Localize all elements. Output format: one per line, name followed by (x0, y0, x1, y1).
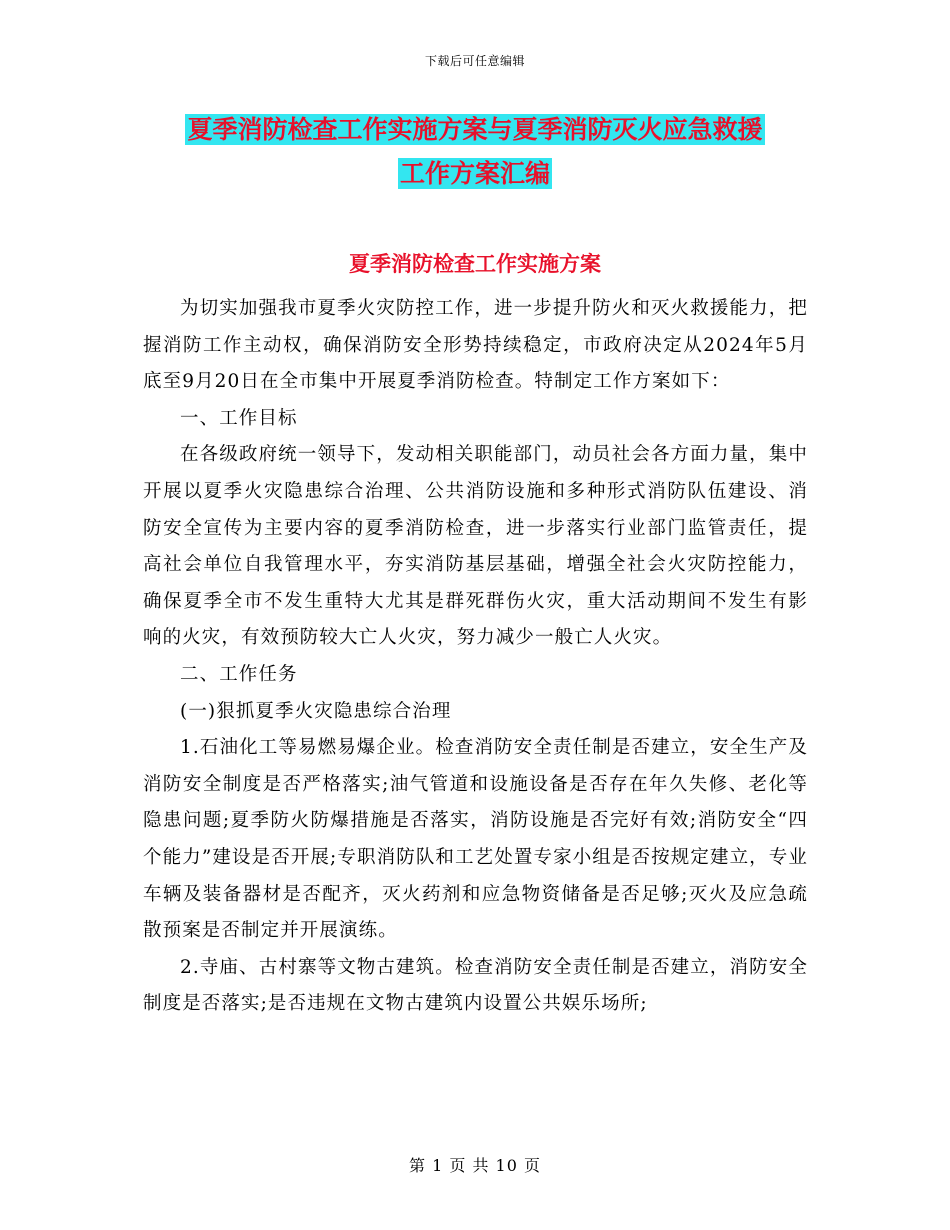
document-title (0, 112, 950, 148)
document-title-line-1: 夏季消防检查工作实施方案与夏季消防灭火应急救援 (187, 115, 763, 144)
document-body (143, 291, 808, 1023)
document-title-line-2: 工作方案汇编 (399, 159, 550, 188)
page-number: 第 1 页 共 10 页 (409, 1156, 541, 1175)
paragraph-ancient-buildings: 2.寺庙、古村寨等文物古建筑。检查消防安全责任制是否建立，消防安全制度是否落实;是否违规在文物古建筑内设置公共娱乐场所; (143, 956, 808, 1015)
paragraph-petrochemical: 1.石油化工等易燃易爆企业。检查消防安全责任制是否建立，安全生产及消防安全制度是否严格落实;油气管道和设施设备是否存在年久失修、老化等隐患问题;夏季防火防爆措施是否落实，消防设施是否完好有效;消防安全“四个能力”建设是否开展;专职消防队和工艺处置专家小组是否按规定建立，专业车辆及装备器材是否配齐，灭火药剂和应急物资储备是否足够;灭火及应急疏散预案是否制定并开展演练。 (143, 737, 808, 942)
paragraph-intro: 为切实加强我市夏季火灾防控工作，进一步提升防火和灭火救援能力，把握消防工作主动权，确保消防安全形势持续稳定，市政府决定从2024年5月底至9月20日在全市集中开展夏季消防检查。特制定工作方案如下： (143, 298, 808, 393)
paragraph-work-goal: 在各级政府统一领导下，发动相关职能部门，动员社会各方面力量，集中开展以夏季火灾隐患综合治理、公共消防设施和多种形式消防队伍建设、消防安全宣传为主要内容的夏季消防检查，进一步落实行业部门监管责任，提高社会单位自我管理水平，夯实消防基层基础，增强全社会火灾防控能力，确保夏季全市不发生重特大尤其是群死群伤火灾，重大活动期间不发生有影响的火灾，有效预防较大亡人火灾，努力减少一般亡人火灾。 (143, 444, 808, 649)
document-title-continued (0, 156, 950, 192)
heading-work-goal: 一、工作目标 (180, 407, 298, 429)
section-title: 夏季消防检查工作实施方案 (349, 252, 601, 276)
page-header-note: 下载后可任意编辑 (424, 54, 525, 68)
heading-work-tasks: 二、工作任务 (180, 663, 298, 685)
subheading-hazard-control: (一)狠抓夏季火灾隐患综合治理 (180, 700, 452, 722)
